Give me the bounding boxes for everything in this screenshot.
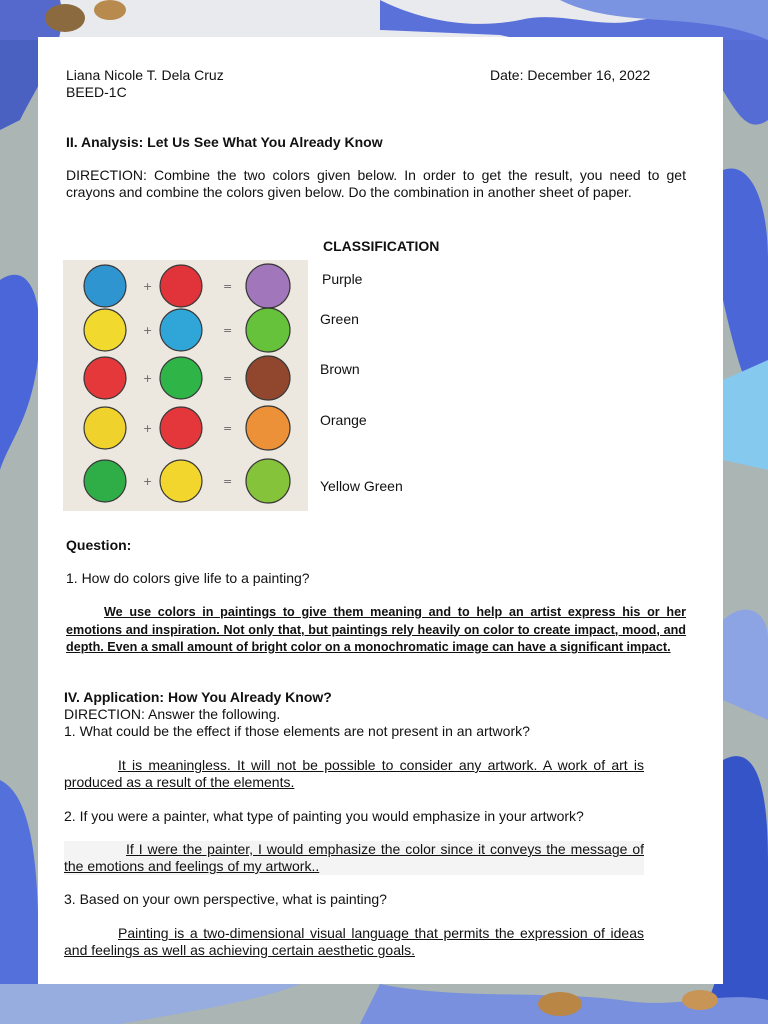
operator-mark: + [143,280,153,293]
crayon-color-circle [246,264,290,308]
answer-1: We use colors in paintings to give them meaning and to help an artist express his or her emotions and inspiration. Not only that, but paintings rely heavily on color to create impact, mood, and depth. Even a small amount of bright color on a monochromatic image can have a significant impact. [66,605,686,654]
application-heading: IV. Application: How You Already Know? [64,689,332,705]
crayon-color-circle [246,406,290,450]
crayon-color-circle [160,407,202,449]
operator-mark: = [223,280,233,293]
crayon-color-circle [246,356,290,400]
student-section: BEED-1C [66,84,127,100]
analysis-direction: DIRECTION: Combine the two colors given below. In order to get the result, you need to get crayons and combine the colors given below. Do the combination in another sheet of paper. [66,167,686,200]
crayon-color-circle [246,459,290,503]
application-question-2: 2. If you were a painter, what type of painting you would emphasize in your artwork? [64,808,584,824]
application-answer-2: If I were the painter, I would emphasize the color since it conveys the message of the emotions and feelings of my artwork.. [64,841,644,874]
application-question-1: 1. What could be the effect if those elements are not present in an artwork? [64,723,530,739]
operator-mark: = [223,422,233,435]
operator-mark: + [143,422,153,435]
application-question-3: 3. Based on your own perspective, what is painting? [64,891,387,907]
operator-mark: = [223,372,233,385]
operator-mark: = [223,475,233,488]
crayon-color-circle [160,357,202,399]
crayon-color-circle [160,309,202,351]
operator-mark: + [143,475,153,488]
crayon-color-circle [84,309,126,351]
crayon-color-circle [84,407,126,449]
crayon-color-circle [84,357,126,399]
crayon-color-circle [84,265,126,307]
application-direction: DIRECTION: Answer the following. [64,706,281,722]
crayon-color-circle [160,265,202,307]
operator-mark: = [223,324,233,337]
student-name: Liana Nicole T. Dela Cruz [66,67,224,83]
classification-item: Orange [320,412,367,428]
crayon-color-circle [84,460,126,502]
worksheet-date: Date: December 16, 2022 [490,67,651,83]
classification-item: Brown [320,361,360,377]
classification-item: Green [320,311,359,327]
crayon-color-circle [160,460,202,502]
classification-item: Purple [322,271,363,287]
analysis-heading: II. Analysis: Let Us See What You Already Know [66,134,383,150]
crayon-color-circle [246,308,290,352]
color-mixing-photo [63,260,308,511]
classification-item: Yellow Green [320,478,403,494]
operator-mark: + [143,372,153,385]
worksheet-page [38,37,723,984]
classification-heading: CLASSIFICATION [323,238,440,254]
application-answer-3: Painting is a two-dimensional visual language that permits the expression of ideas and feelings as well as achieving certain aesthetic goals. [64,925,644,958]
question-1: 1. How do colors give life to a painting? [66,570,310,586]
application-answer-1: It is meaningless. It will not be possible to consider any artwork. A work of art is produced as a result of the elements. [64,757,644,790]
operator-mark: + [143,324,153,337]
question-heading: Question: [66,537,132,553]
